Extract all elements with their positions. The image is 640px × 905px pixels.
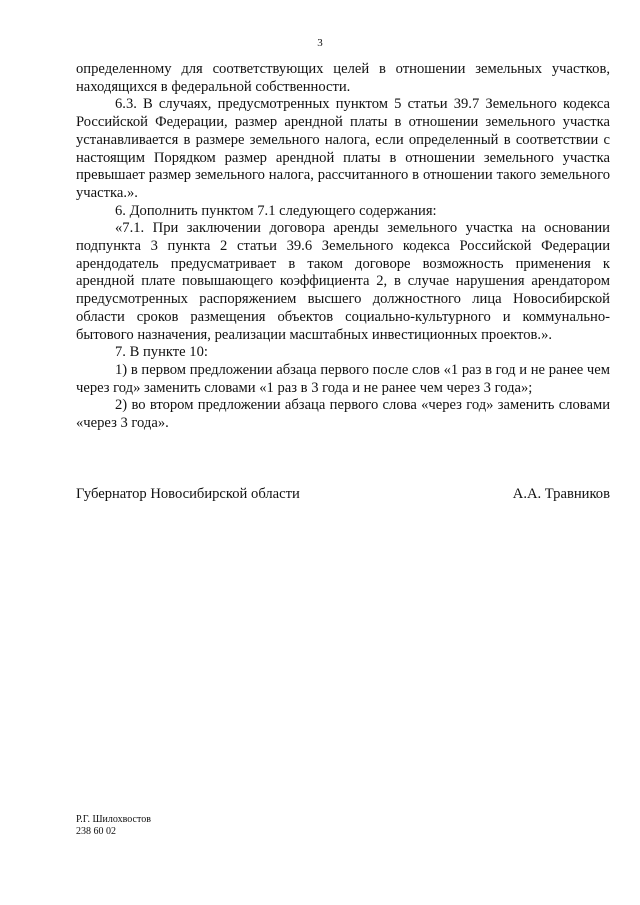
document-body: [76, 61, 610, 433]
executor-block: [76, 814, 151, 838]
paragraph-subitem-2: 2) во втором предложении абзаца первого слова «через год» заменить словами «через 3 года».: [76, 397, 610, 432]
executor-name: Р.Г. Шилохвостов: [76, 814, 151, 825]
executor-phone: 238 60 02: [76, 826, 116, 837]
signatory-position: Губернатор Новосибирской области: [76, 486, 300, 502]
signatory-name: А.А. Травников: [512, 486, 610, 502]
paragraph-subitem-1: 1) в первом предложении абзаца первого после слов «1 раз в год и не ранее чем через год» заменить словами «1 раз в 3 года и не ранее чем через 3 года»;: [76, 361, 610, 396]
paragraph-item-7: 7. В пункте 10:: [115, 344, 208, 361]
paragraph-item-6: 6. Дополнить пунктом 7.1 следующего содержания:: [115, 202, 437, 219]
paragraph-6-3: 6.3. В случаях, предусмотренных пунктом 5 статьи 39.7 Земельного кодекса Российской Федерации, размер арендной платы в отношении земельного участка устанавливается в размере земельного налога, если определенный в соответствии с настоящим Порядком размер арендной платы в отношении земельного участка превышает размер земельного налога, рассчитанного в отношении такого земельного участка.».: [76, 96, 610, 201]
signature-block: [76, 485, 610, 503]
page-number: 3: [317, 37, 323, 49]
paragraph-continuation: определенному для соответствующих целей в отношении земельных участков, находящихся в федеральной собственности.: [76, 61, 610, 95]
paragraph-7-1: «7.1. При заключении договора аренды земельного участка на основании подпункта 3 пункта 2 статьи 39.6 Земельного кодекса Российской Федерации арендодатель предусматривает в таком договоре возможность применения к арендной плате повышающего коэффициента 2, в случае нарушения арендатором предусмотренных распоряжением высшего должностного лица Новосибирской области сроков размещения объектов социально-культурного и коммунально-бытового назначения, реализации масштабных инвестиционных проектов.».: [76, 220, 610, 343]
